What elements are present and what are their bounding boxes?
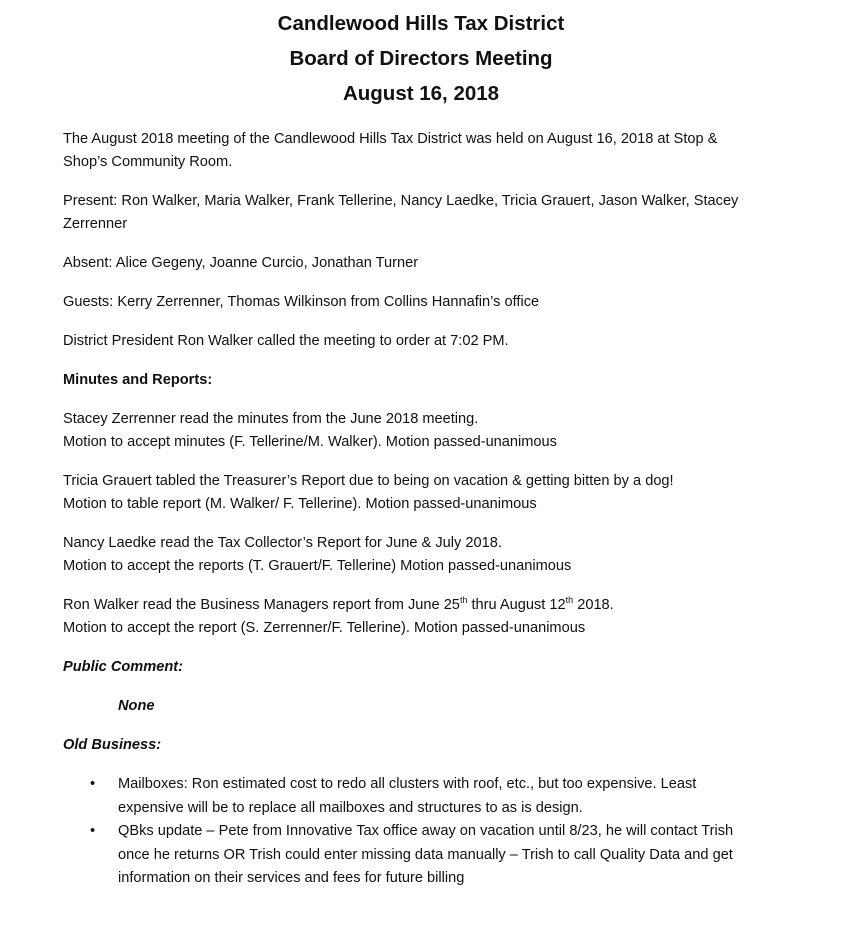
bm-text-3: 2018. bbox=[573, 597, 614, 613]
old-business-list bbox=[63, 773, 803, 891]
qbks-line-1: QBks update – Pete from Innovative Tax office away on vacation until 8/23, he will contact Trish bbox=[118, 823, 734, 839]
call-to-order-paragraph: District President Ron Walker called the meeting to order at 7:02 PM. bbox=[63, 333, 509, 349]
present-line-2: Zerrenner bbox=[63, 216, 128, 232]
public-comment-value: None bbox=[118, 698, 155, 714]
minutes-reports-heading: Minutes and Reports: bbox=[63, 372, 213, 388]
meeting-minutes-document bbox=[63, 0, 803, 891]
report-treasurer-line-1: Tricia Grauert tabled the Treasurer’s Report due to being on vacation & getting bitten by a dog! bbox=[63, 473, 674, 489]
bm-text-1: Ron Walker read the Business Managers report from June 25 bbox=[63, 597, 460, 613]
report-business-manager-line-1 bbox=[63, 597, 614, 613]
report-business-manager-motion: Motion to accept the report (S. Zerrenner/F. Tellerine). Motion passed-unanimous bbox=[63, 620, 586, 636]
public-comment-heading: Public Comment: bbox=[63, 659, 183, 675]
bm-sup-1: th bbox=[459, 595, 468, 606]
list-item bbox=[63, 820, 803, 891]
guests-paragraph: Guests: Kerry Zerrenner, Thomas Wilkinson from Collins Hannafin’s office bbox=[63, 294, 540, 310]
bm-sup-2: th bbox=[565, 595, 574, 606]
mailboxes-line-2: expensive will be to replace all mailboxes and structures to as is design. bbox=[118, 799, 583, 816]
report-minutes-line-1: Stacey Zerrenner read the minutes from the June 2018 meeting. bbox=[63, 411, 479, 427]
report-treasurer bbox=[63, 470, 803, 516]
report-minutes bbox=[63, 408, 803, 454]
report-tax-collector-line-1: Nancy Laedke read the Tax Collector’s Report for June & July 2018. bbox=[63, 535, 502, 551]
qbks-line-3: information on their services and fees for future billing bbox=[118, 870, 465, 886]
intro-paragraph bbox=[63, 128, 803, 174]
bullet-icon: • bbox=[90, 823, 96, 839]
report-tax-collector-motion: Motion to accept the reports (T. Grauert/F. Tellerine) Motion passed-unanimous bbox=[63, 558, 572, 574]
intro-line-1: The August 2018 meeting of the Candlewood Hills Tax District was held on August 16, 2018 at Stop & bbox=[63, 131, 718, 147]
bullet-icon: • bbox=[90, 776, 96, 792]
report-business-manager bbox=[63, 594, 803, 640]
document-title: Candlewood Hills Tax District bbox=[277, 12, 565, 35]
bm-text-2: thru August 12 bbox=[467, 597, 566, 613]
absent-paragraph: Absent: Alice Gegeny, Joanne Curcio, Jonathan Turner bbox=[63, 255, 419, 271]
report-minutes-motion: Motion to accept minutes (F. Tellerine/M. Walker). Motion passed-unanimous bbox=[63, 434, 557, 450]
old-business-heading: Old Business: bbox=[63, 737, 162, 753]
report-tax-collector bbox=[63, 532, 803, 578]
intro-line-2: Shop’s Community Room. bbox=[63, 154, 233, 170]
mailboxes-line-1: Mailboxes: Ron estimated cost to redo all clusters with roof, etc., but too expensive. Least bbox=[118, 776, 697, 792]
report-treasurer-motion: Motion to table report (M. Walker/ F. Tellerine). Motion passed-unanimous bbox=[63, 496, 537, 512]
qbks-line-2: once he returns OR Trish could enter missing data manually – Trish to call Quality Data and get bbox=[118, 846, 733, 863]
meeting-date: August 16, 2018 bbox=[342, 82, 500, 105]
list-item bbox=[63, 773, 803, 820]
present-line-1: Present: Ron Walker, Maria Walker, Frank Tellerine, Nancy Laedke, Tricia Grauert, Jason Walker, Stacey bbox=[63, 193, 739, 209]
present-paragraph bbox=[63, 190, 803, 236]
document-subtitle: Board of Directors Meeting bbox=[289, 47, 553, 70]
